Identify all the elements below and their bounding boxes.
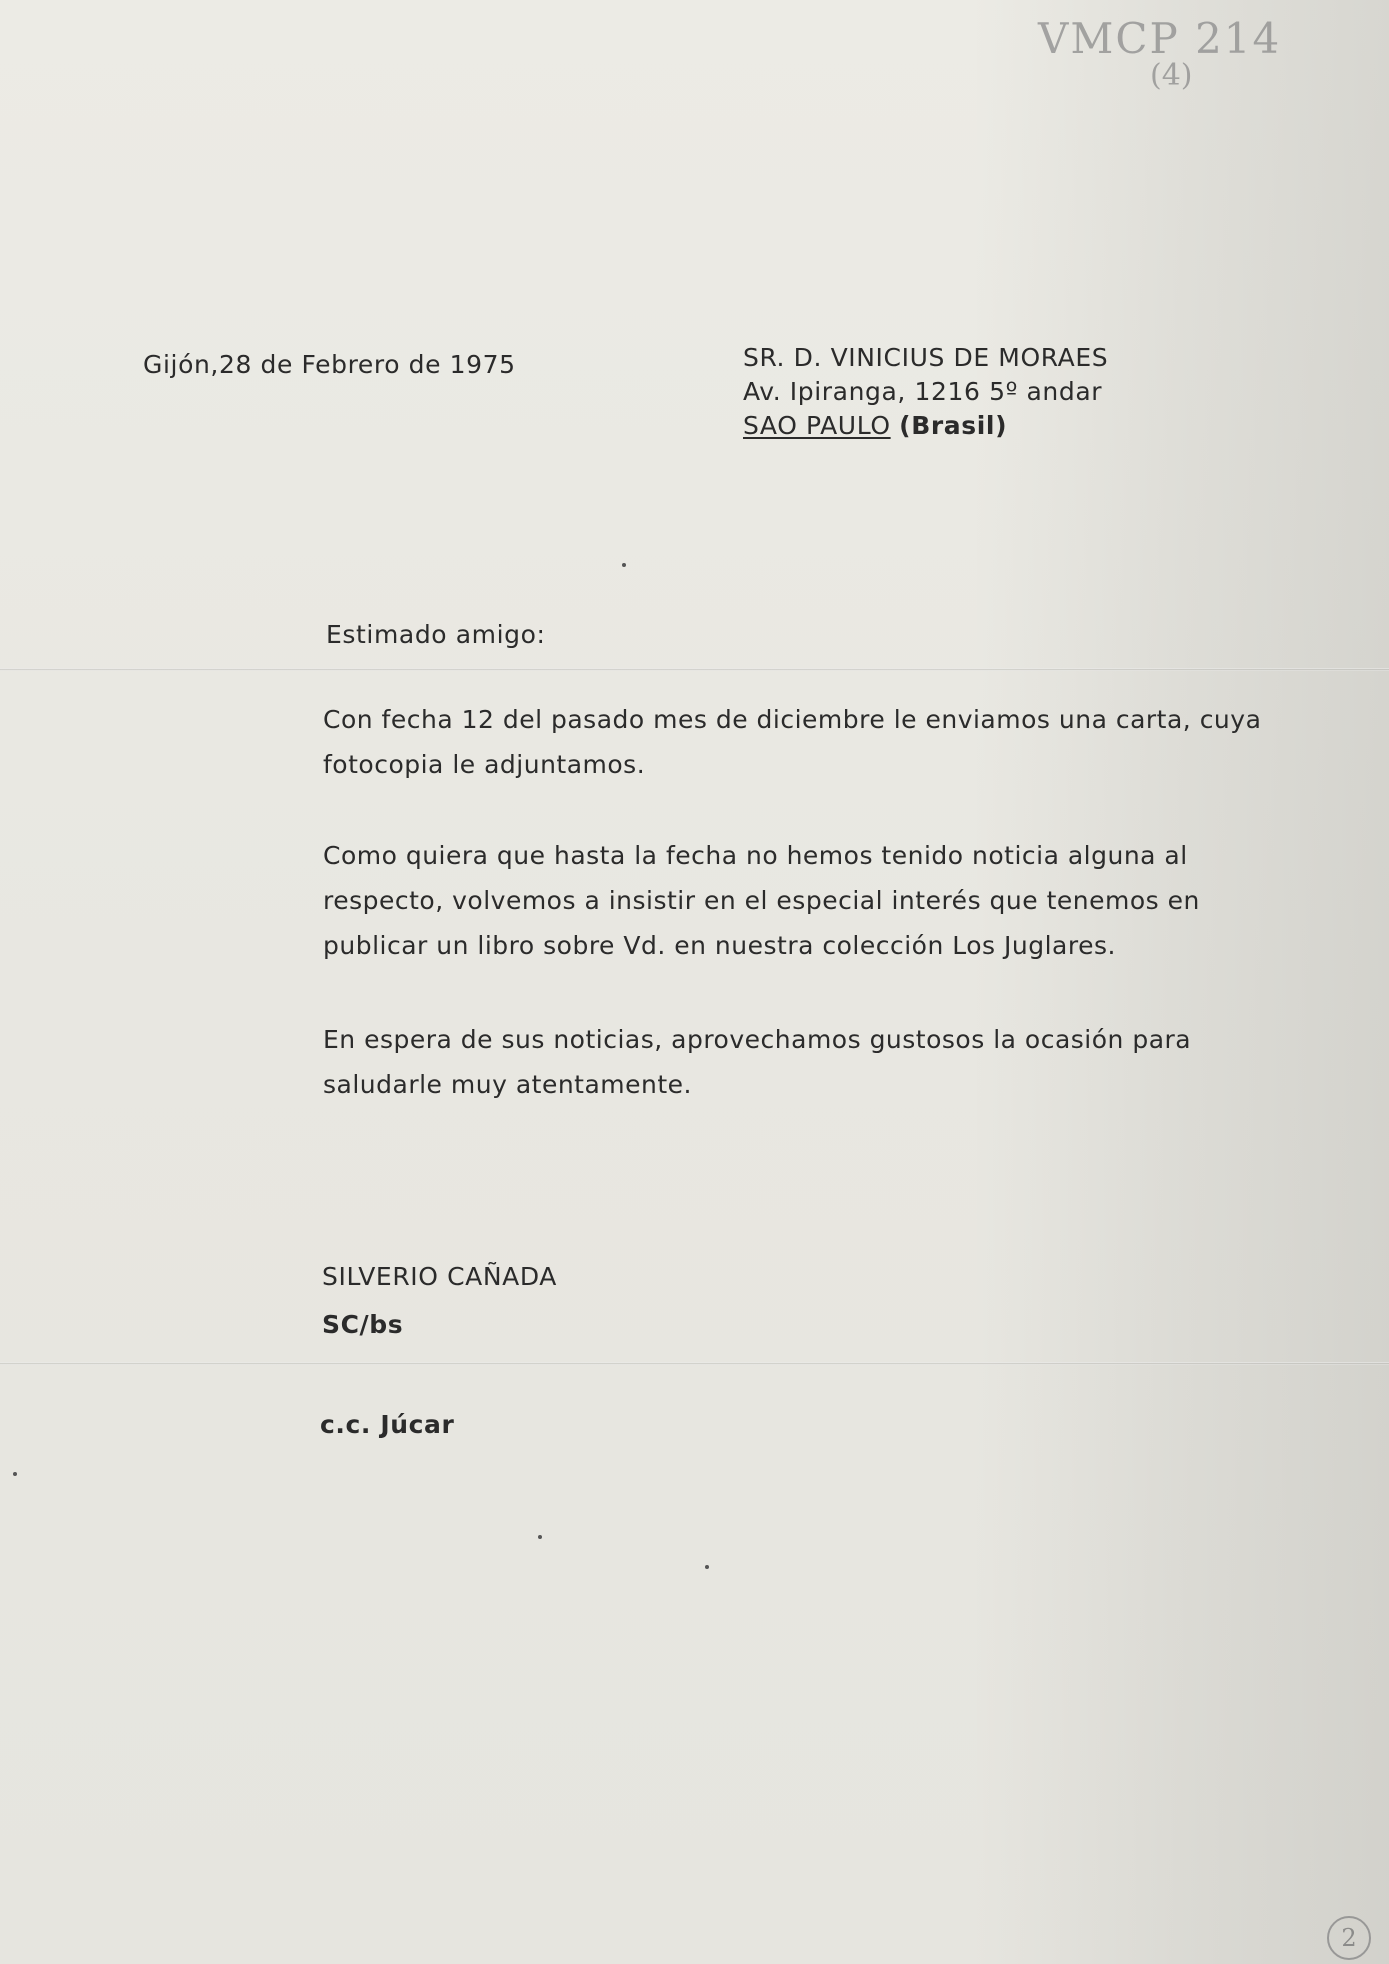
- archive-code-handwritten: VMCP 214: [1038, 14, 1282, 63]
- body-paragraph-2: Como quiera que hasta la fecha no hemos tenido noticia alguna al respecto, volvemos a insistir en el especial interés que tenemos en publicar un libro sobre Vd. en nuestra colección Los Juglares.: [323, 841, 1200, 960]
- recipient-country: (Brasil): [899, 411, 1008, 440]
- recipient-city: SAO PAULO: [743, 411, 891, 440]
- archive-subnumber-handwritten: (4): [1150, 58, 1193, 93]
- date-line: Gijón,28 de Febrero de 1975: [143, 350, 516, 379]
- fold-line: [0, 668, 1389, 671]
- recipient-name: SR. D. VINICIUS DE MORAES: [743, 343, 1109, 372]
- signature-name: SILVERIO CAÑADA: [322, 1262, 557, 1291]
- recipient-street: Av. Ipiranga, 1216 5º andar: [743, 377, 1103, 406]
- body-paragraph-3: En espera de sus noticias, aprovechamos gustosos la ocasión para saludarle muy atentamente.: [323, 1025, 1192, 1099]
- greeting: Estimado amigo:: [326, 620, 546, 649]
- typist-initials: SC/bs: [322, 1310, 404, 1339]
- page-number-circle: 2: [1327, 1916, 1371, 1960]
- recipient-city-line: [743, 411, 1007, 440]
- carbon-copy-line: c.c. Júcar: [320, 1410, 455, 1439]
- paper-speck: [705, 1565, 709, 1569]
- fold-line: [0, 1362, 1389, 1365]
- body-paragraph-1: Con fecha 12 del pasado mes de diciembre le enviamos una carta, cuya fotocopia le adjuntamos.: [323, 705, 1262, 779]
- paper-speck: [622, 563, 626, 567]
- paper-speck: [538, 1535, 542, 1539]
- paper-speck: [13, 1472, 17, 1476]
- bleed-through-text: [120, 130, 131, 151]
